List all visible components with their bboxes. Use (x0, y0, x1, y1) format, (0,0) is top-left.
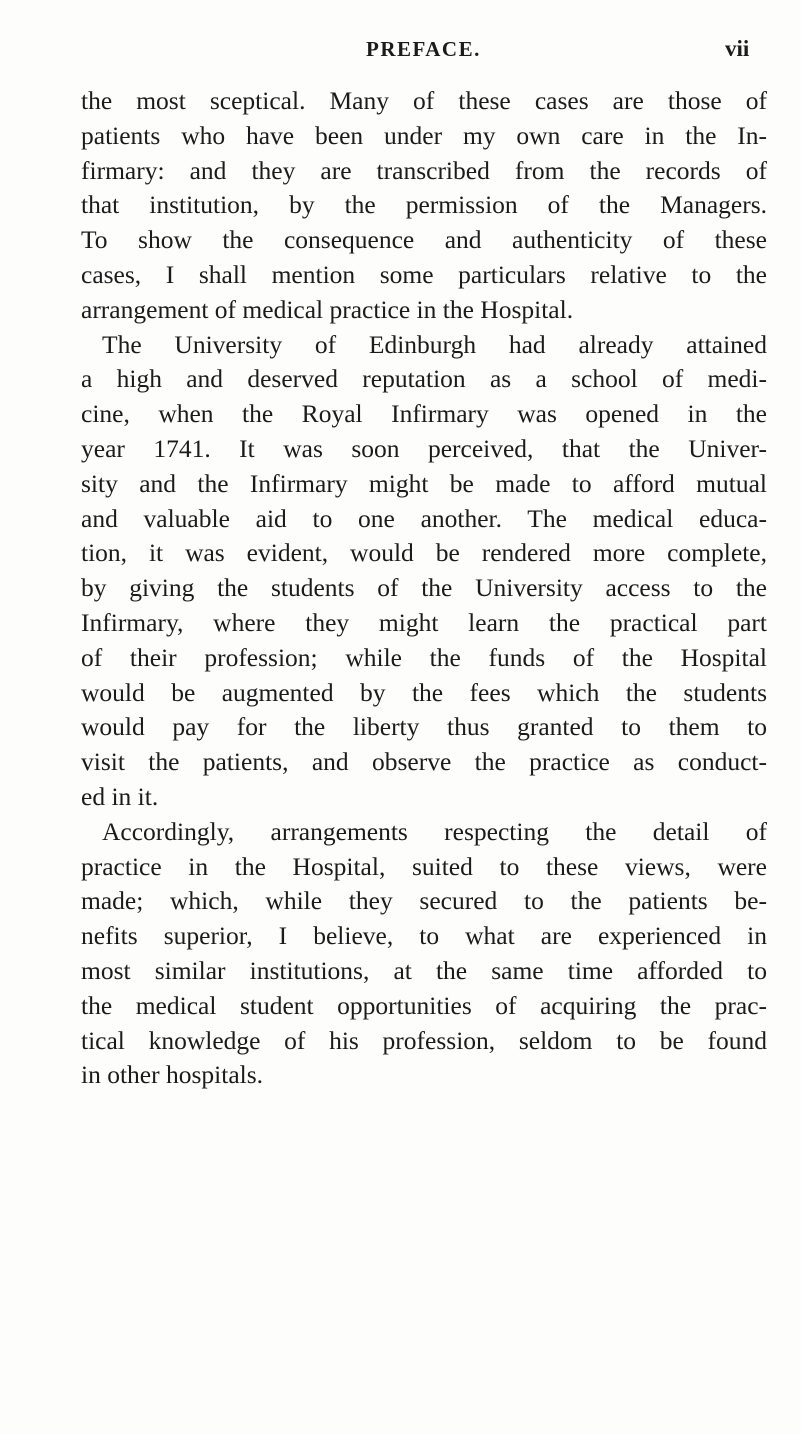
text-line: visit the patients, and observe the practice as conduct- (81, 747, 767, 777)
text-line: cases, I shall mention some particulars relative to the (81, 259, 767, 289)
text-line: ed in it. (81, 781, 159, 811)
text-line: firmary: and they are transcribed from the records of (81, 155, 767, 185)
running-title: PREFACE. (366, 37, 481, 61)
text-line: and valuable aid to one another. The medical educa- (81, 503, 767, 533)
text-line: arrangement of medical practice in the Hospital. (81, 294, 574, 324)
text-line: by giving the students of the University access to the (81, 573, 767, 603)
text-line: Infirmary, where they might learn the practical part (81, 607, 767, 637)
page-number: vii (725, 36, 750, 61)
text-line: that institution, by the permission of the Managers. (81, 190, 767, 220)
text-line: Accordingly, arrangements respecting the detail of (102, 816, 767, 846)
text-line: practice in the Hospital, suited to these views, were (81, 851, 767, 881)
text-line: tical knowledge of his profession, seldom to be found (81, 1025, 767, 1055)
text-line: The University of Edinburgh had already attained (102, 329, 767, 359)
text-line: tion, it was evident, would be rendered more complete, (81, 538, 767, 568)
text-line: the medical student opportunities of acquiring the prac- (81, 990, 767, 1020)
text-line: patients who have been under my own care in the In- (81, 120, 767, 150)
text-line: a high and deserved reputation as a school of medi- (81, 364, 767, 394)
body-text (81, 84, 767, 1093)
text-line: sity and the Infirmary might be made to afford mutual (81, 468, 767, 498)
text-line: To show the consequence and authenticity of these (81, 225, 767, 255)
text-line: made; which, while they secured to the patients be- (81, 886, 767, 916)
text-line: would be augmented by the fees which the students (81, 677, 767, 707)
text-line: nefits superior, I believe, to what are experienced in (81, 921, 767, 951)
text-line: the most sceptical. Many of these cases are those of (81, 86, 767, 115)
text-line: most similar institutions, at the same time afforded to (81, 955, 767, 985)
text-line: year 1741. It was soon perceived, that the Univer- (81, 433, 767, 463)
text-line: would pay for the liberty thus granted to them to (81, 712, 767, 742)
text-line: in other hospitals. (81, 1060, 264, 1090)
text-line: cine, when the Royal Infirmary was opened in the (81, 399, 767, 429)
running-head (0, 33, 801, 65)
text-line: of their profession; while the funds of the Hospital (81, 642, 767, 672)
